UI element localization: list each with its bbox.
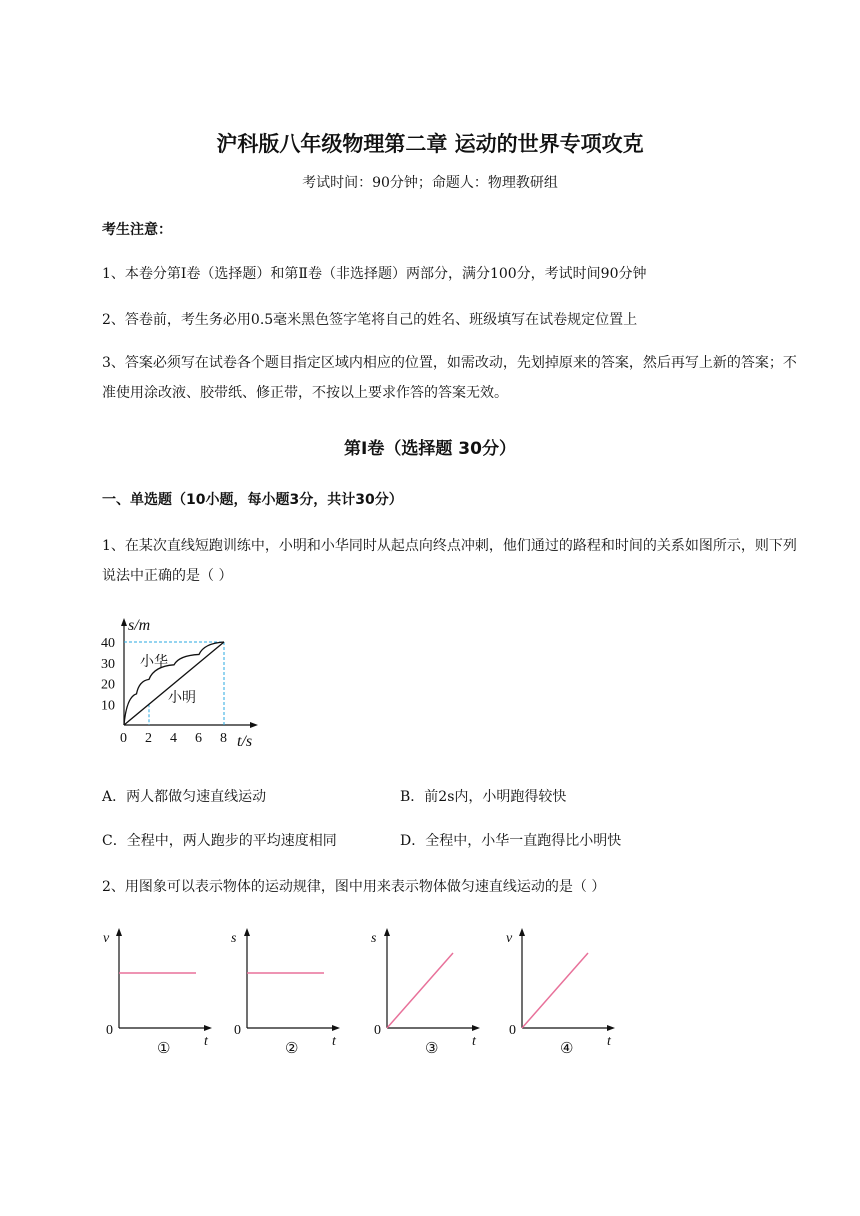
- series-label-xiaohua: 小华: [140, 655, 168, 670]
- y-axis-arrow-icon: [384, 928, 390, 936]
- x-axis-arrow-icon: [204, 1025, 212, 1031]
- x-tick-label: 0: [120, 731, 127, 746]
- graph-caption: ③: [425, 1041, 439, 1057]
- graph-caption: ①: [157, 1041, 171, 1057]
- origin-label: 0: [509, 1023, 516, 1038]
- notice-item-1: 1、本卷分第Ⅰ卷（选择题）和第Ⅱ卷（非选择题）两部分，满分100分，考试时间90分钟: [102, 266, 647, 282]
- y-axis-label: s: [231, 931, 237, 946]
- notice-heading: 考生注意：: [102, 222, 172, 238]
- x-axis-label: t: [472, 1034, 476, 1049]
- q1-option-c[interactable]: C．全程中，两人跑步的平均速度相同: [102, 833, 337, 849]
- x-axis-label: t: [204, 1034, 208, 1049]
- proportional-line: [522, 953, 588, 1028]
- x-axis-arrow-icon: [250, 722, 258, 728]
- y-axis-arrow-icon: [244, 928, 250, 936]
- y-axis-label: s/m: [128, 617, 151, 634]
- y-tick-label: 10: [101, 698, 115, 714]
- y-tick-label: 20: [101, 677, 115, 693]
- x-axis-label: t: [332, 1034, 336, 1049]
- q2-graph-4: [506, 928, 615, 1057]
- question-1-stem: 1、在某次直线短跑训练中，小明和小华同时从起点向终点冲刺，他们通过的路程和时间的关系如图所示，则下列说法中正确的是（ ）: [102, 538, 797, 584]
- origin-label: 0: [374, 1023, 381, 1038]
- y-axis-arrow-icon: [519, 928, 525, 936]
- notice-item-3: 3、答案必须写在试卷各个题目指定区域内相应的位置，如需改动，先划掉原来的答案，然后再写上新的答案；不准使用涂改液、胶带纸、修正带，不按以上要求作答的答案无效。: [102, 355, 797, 401]
- page-title: 沪科版八年级物理第二章 运动的世界专项攻克: [216, 132, 644, 156]
- x-axis-label: t/s: [237, 733, 253, 750]
- series-label-xiaoming: 小明: [168, 691, 196, 706]
- proportional-line: [387, 953, 453, 1028]
- part-heading: 一、单选题（10小题，每小题3分，共计30分）: [102, 492, 403, 508]
- y-axis-label: v: [103, 931, 110, 946]
- q1-option-d[interactable]: D．全程中，小华一直跑得比小明快: [400, 833, 622, 849]
- x-axis-arrow-icon: [332, 1025, 340, 1031]
- q1-distance-time-chart: [98, 610, 268, 755]
- y-axis-arrow-icon: [116, 928, 122, 936]
- q1-option-a[interactable]: A．两人都做匀速直线运动: [102, 789, 267, 805]
- y-axis-arrow-icon: [121, 618, 127, 626]
- x-axis-arrow-icon: [472, 1025, 480, 1031]
- origin-label: 0: [106, 1023, 113, 1038]
- x-axis-arrow-icon: [607, 1025, 615, 1031]
- graph-caption: ②: [285, 1041, 299, 1057]
- q1-option-b[interactable]: B．前2s内，小明跑得较快: [400, 789, 567, 805]
- x-tick-label: 4: [170, 731, 177, 746]
- exam-info: 考试时间：90分钟；命题人：物理教研组: [302, 175, 558, 191]
- x-tick-label: 2: [145, 731, 152, 746]
- y-tick-label: 40: [101, 636, 115, 651]
- origin-label: 0: [234, 1023, 241, 1038]
- y-axis-label: v: [506, 931, 513, 946]
- x-tick-label: 6: [195, 731, 202, 746]
- section-title: 第Ⅰ卷（选择题 30分）: [344, 439, 516, 459]
- y-axis-label: s: [371, 931, 377, 946]
- q2-graph-2: [231, 928, 340, 1057]
- question-2-stem: 2、用图象可以表示物体的运动规律，图中用来表示物体做匀速直线运动的是（ ）: [102, 879, 606, 895]
- series-line-xiaoming: [124, 642, 224, 725]
- x-tick-label: 8: [220, 731, 227, 746]
- q2-graph-1: [103, 928, 212, 1057]
- q2-motion-graphs: [95, 920, 635, 1065]
- x-axis-label: t: [607, 1034, 611, 1049]
- graph-caption: ④: [560, 1041, 574, 1057]
- q2-graph-3: [371, 928, 480, 1057]
- y-tick-label: 30: [101, 656, 115, 672]
- notice-item-2: 2、答卷前，考生务必用0.5毫米黑色签字笔将自己的姓名、班级填写在试卷规定位置上: [102, 312, 638, 328]
